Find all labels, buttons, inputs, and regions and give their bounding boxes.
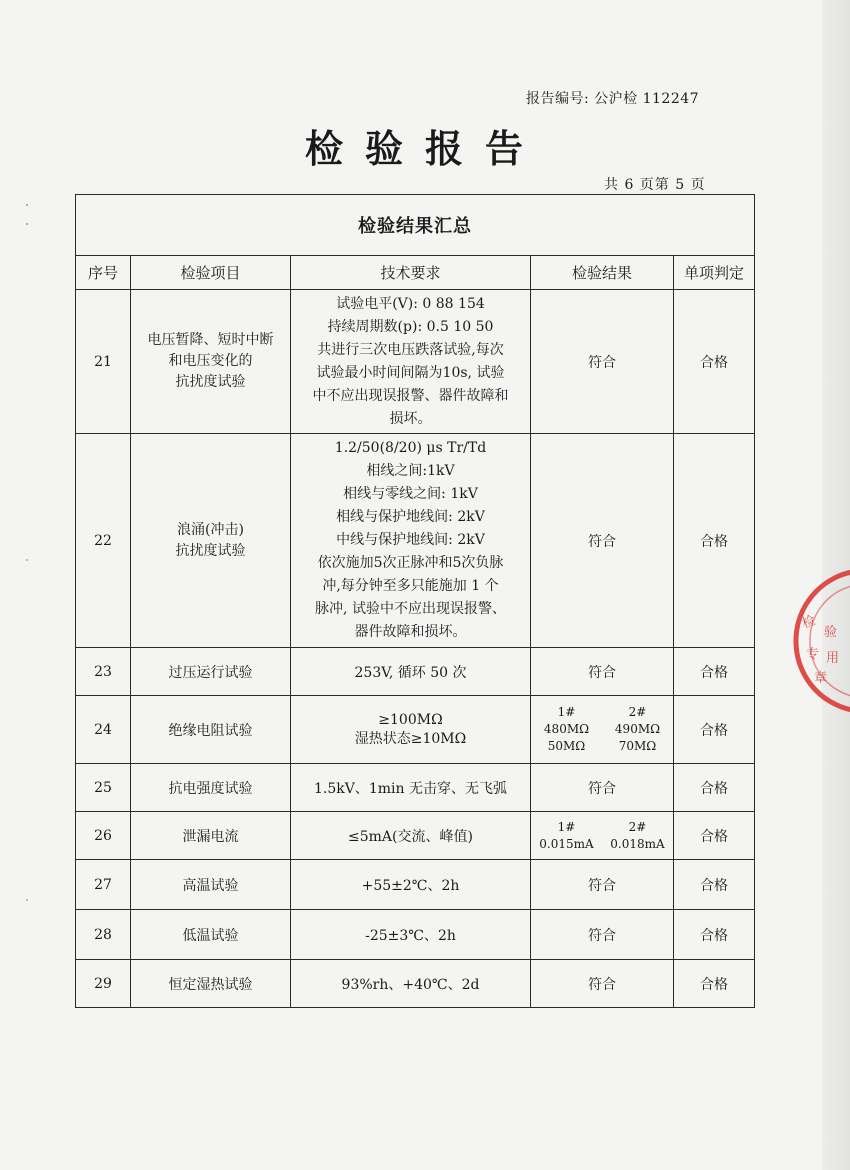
requirement-line: 相线之间:1kV	[366, 463, 455, 479]
test-result: 符合	[531, 764, 674, 812]
requirement-line: 中线与保护地线间: 2kV	[336, 532, 485, 548]
column-header: 检验结果	[531, 256, 674, 290]
page-title: 检验报告	[304, 126, 545, 171]
requirement-line: 中不应出现误报警、器件故障和	[312, 387, 509, 404]
verdict: 合格	[674, 960, 755, 1008]
test-result	[531, 696, 674, 764]
requirement-line: 相线与保护地线间: 2kV	[336, 509, 485, 525]
requirement: -25±3℃、2h	[291, 910, 531, 960]
requirement-line: 器件故障和损坏。	[354, 624, 467, 640]
test-item	[131, 290, 291, 434]
sample-label: 2#	[628, 705, 647, 719]
row-number: 27	[76, 860, 131, 910]
result-grid	[531, 704, 673, 755]
test-item	[131, 434, 291, 648]
svg-text:用: 用	[826, 651, 840, 666]
row-number: 26	[76, 812, 131, 860]
table-row	[76, 812, 755, 860]
test-item: 恒定湿热试验	[131, 960, 291, 1008]
test-item: 高温试验	[131, 860, 291, 910]
row-number: 29	[76, 960, 131, 1008]
verdict: 合格	[674, 764, 755, 812]
requirement	[291, 696, 531, 764]
requirement-line: 损坏。	[389, 410, 432, 427]
page-info: 共 6 页第 5 页	[604, 177, 706, 193]
test-item: 抗电强度试验	[131, 764, 291, 812]
table-row	[76, 860, 755, 910]
table-caption: 检验结果汇总	[76, 195, 755, 256]
row-number: 23	[76, 648, 131, 696]
result-value: 490MΩ	[614, 722, 661, 736]
requirement-line: 依次施加5次正脉冲和5次负脉	[317, 555, 504, 571]
test-item-line: 浪涌(冲击)	[177, 521, 244, 538]
test-item-line: 电压暂降、短时中断	[147, 332, 274, 348]
table-row	[76, 434, 755, 648]
verdict: 合格	[674, 860, 755, 910]
table-row	[76, 696, 755, 764]
column-header: 单项判定	[674, 256, 755, 290]
column-header: 检验项目	[131, 256, 291, 290]
verdict: 合格	[674, 290, 755, 434]
results-table	[75, 194, 755, 1008]
scan-dust-marks	[24, 200, 30, 920]
row-number: 21	[76, 290, 131, 434]
svg-text:验: 验	[824, 625, 838, 640]
test-item: 绝缘电阻试验	[131, 696, 291, 764]
table-row	[76, 910, 755, 960]
row-number: 24	[76, 696, 131, 764]
result-value: 50MΩ	[547, 739, 586, 753]
requirement-line: 脉冲, 试验中不应出现误报警、	[315, 601, 506, 617]
result-value: 0.018mA	[610, 836, 665, 851]
sample-label: 1#	[557, 705, 576, 719]
requirement: 253V, 循环 50 次	[291, 648, 531, 696]
test-result: 符合	[531, 910, 674, 960]
test-item: 过压运行试验	[131, 648, 291, 696]
requirement-line: 相线与零线之间: 1kV	[343, 486, 478, 502]
result-value: 70MΩ	[618, 739, 657, 753]
sample-label: 1#	[557, 819, 576, 834]
requirement-line: 共进行三次电压跌落试验,每次	[317, 341, 504, 358]
verdict: 合格	[674, 910, 755, 960]
test-item-line: 和电压变化的	[168, 353, 253, 369]
requirement: 1.5kV、1min 无击穿、无飞弧	[291, 764, 531, 812]
requirement-line: 湿热状态≥10MΩ	[354, 730, 467, 747]
test-result: 符合	[531, 434, 674, 648]
sample-label: 2#	[628, 819, 647, 834]
report-number: 报告编号: 公沪检 112247	[526, 91, 700, 107]
requirement: 93%rh、+40℃、2d	[291, 960, 531, 1008]
requirement: ≤5mA(交流、峰值)	[291, 812, 531, 860]
requirement-line: 1.2/50(8/20) μs Tr/Td	[334, 440, 487, 456]
column-header: 技术要求	[291, 256, 531, 290]
test-item-line: 抗扰度试验	[175, 374, 246, 390]
verdict: 合格	[674, 696, 755, 764]
test-item-line: 抗扰度试验	[175, 542, 246, 559]
test-item: 泄漏电流	[131, 812, 291, 860]
table-header-row	[76, 256, 755, 290]
row-number: 25	[76, 764, 131, 812]
test-result: 符合	[531, 648, 674, 696]
requirement-line: 试验最小时间间隔为10s, 试验	[316, 364, 505, 381]
row-number: 28	[76, 910, 131, 960]
table-row	[76, 764, 755, 812]
result-value: 0.015mA	[539, 836, 594, 851]
requirement	[291, 434, 531, 648]
row-number: 22	[76, 434, 131, 648]
test-result	[531, 812, 674, 860]
result-value: 480MΩ	[543, 722, 590, 736]
svg-text:章: 章	[814, 671, 828, 686]
table-row	[76, 648, 755, 696]
verdict: 合格	[674, 648, 755, 696]
test-result: 符合	[531, 290, 674, 434]
requirement-line: 试验电平(V): 0 88 154	[336, 295, 485, 312]
table-row	[76, 960, 755, 1008]
column-header: 序号	[76, 256, 131, 290]
svg-text:检: 检	[800, 613, 818, 632]
test-result: 符合	[531, 860, 674, 910]
test-item: 低温试验	[131, 910, 291, 960]
table-row	[76, 290, 755, 434]
requirement	[291, 290, 531, 434]
requirement-line: ≥100MΩ	[378, 711, 443, 728]
verdict: 合格	[674, 812, 755, 860]
requirement: +55±2℃、2h	[291, 860, 531, 910]
requirement-line: 冲,每分钟至多只能施加 1 个	[322, 578, 499, 594]
requirement-line: 持续周期数(p): 0.5 10 50	[327, 318, 494, 335]
test-result: 符合	[531, 960, 674, 1008]
svg-text:专: 专	[806, 647, 820, 662]
result-grid	[531, 819, 673, 853]
verdict: 合格	[674, 434, 755, 648]
inspection-seal-stamp	[792, 566, 850, 716]
